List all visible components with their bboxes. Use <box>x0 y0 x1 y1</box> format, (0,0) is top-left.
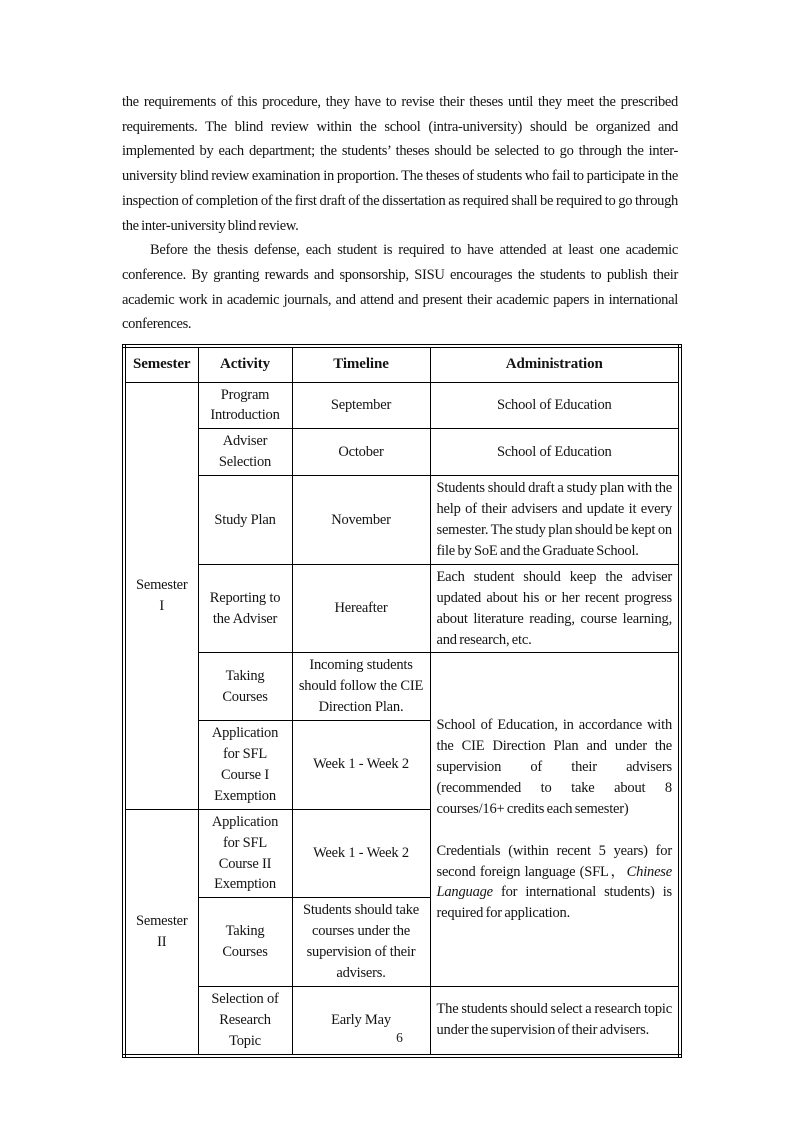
table-row <box>124 653 680 721</box>
timeline-cell: Week 1 - Week 2 <box>292 721 430 810</box>
administration-cell: The students should select a research topic under the supervision of their advisers. <box>430 987 680 1056</box>
table-header-row <box>124 346 680 382</box>
semester-ii-cell: Semester II <box>124 809 198 1055</box>
activity-cell: Selection of Research Topic <box>198 987 292 1056</box>
merged-admin-paragraph-1: School of Education, in accordance with the CIE Direction Plan and under the supervision of their advisers (recommended to take about 8 courses/16+ credits each semester) <box>436 717 672 817</box>
table-row <box>124 564 680 653</box>
body-paragraph-2: Before the thesis defense, each student is required to have attended at least one academic conference. By granting rewards and sponsorship, SISU encourages the students to publish their academic work in academic journals, and attend and present their academic papers in international conferences. <box>122 242 678 333</box>
activity-cell: Reporting to the Adviser <box>198 564 292 653</box>
activity-cell: Application for SFL Course II Exemption <box>198 809 292 898</box>
administration-cell: Students should draft a study plan with the help of their advisers and update it every semester. The study plan should be kept on file by SoE and the Graduate School. <box>430 476 680 565</box>
activity-cell: Taking Courses <box>198 653 292 721</box>
administration-cell: School of Education <box>430 382 680 429</box>
page-number: 6 <box>396 1030 403 1045</box>
timeline-cell: October <box>292 429 430 476</box>
merged-admin-paragraph-2 <box>437 841 673 925</box>
timeline-cell: Students should take courses under the supervision of their advisers. <box>292 898 430 987</box>
semester-schedule-table <box>122 344 682 1058</box>
timeline-cell: September <box>292 382 430 429</box>
activity-cell: Program Introduction <box>198 382 292 429</box>
timeline-cell: Week 1 - Week 2 <box>292 809 430 898</box>
semester-i-cell: Semester I <box>124 382 198 809</box>
col-header-timeline: Timeline <box>292 346 430 382</box>
timeline-cell: Early May <box>292 987 430 1056</box>
col-header-administration: Administration <box>430 346 680 382</box>
credentials-text: Credentials (within recent 5 years) for second foreign language (SFL， <box>436 842 672 880</box>
merged-administration-cell <box>430 653 680 987</box>
table-row <box>124 476 680 565</box>
page-content <box>122 90 678 1058</box>
timeline-cell: Incoming students should follow the CIE Direction Plan. <box>292 653 430 721</box>
activity-cell: Taking Courses <box>198 898 292 987</box>
administration-cell: School of Education <box>430 429 680 476</box>
activity-cell: Application for SFL Course I Exemption <box>198 721 292 810</box>
activity-cell: Study Plan <box>198 476 292 565</box>
timeline-cell: November <box>292 476 430 565</box>
col-header-semester: Semester <box>124 346 198 382</box>
credentials-italic-text: Chinese Language <box>436 863 672 901</box>
body-paragraph-1: the requirements of this procedure, they have to revise their theses until they meet the prescribed requirements. The blind review within the school (intra-university) should be organized and implemented by each department; the students’ theses should be selected to go through the inter-university blind review examination in proportion. The theses of students who fail to participate in the inspection of completion of the first draft of the dissertation as required shall be required to go through the inter-university blind review. <box>122 94 678 234</box>
administration-cell: Each student should keep the adviser updated about his or her recent progress about literature reading, course learning, and research, etc. <box>430 564 680 653</box>
table-row <box>124 429 680 476</box>
table-row <box>124 382 680 429</box>
timeline-cell: Hereafter <box>292 564 430 653</box>
activity-cell: Adviser Selection <box>198 429 292 476</box>
credentials-text-end: for international students) is required for application. <box>436 884 672 922</box>
col-header-activity: Activity <box>198 346 292 382</box>
